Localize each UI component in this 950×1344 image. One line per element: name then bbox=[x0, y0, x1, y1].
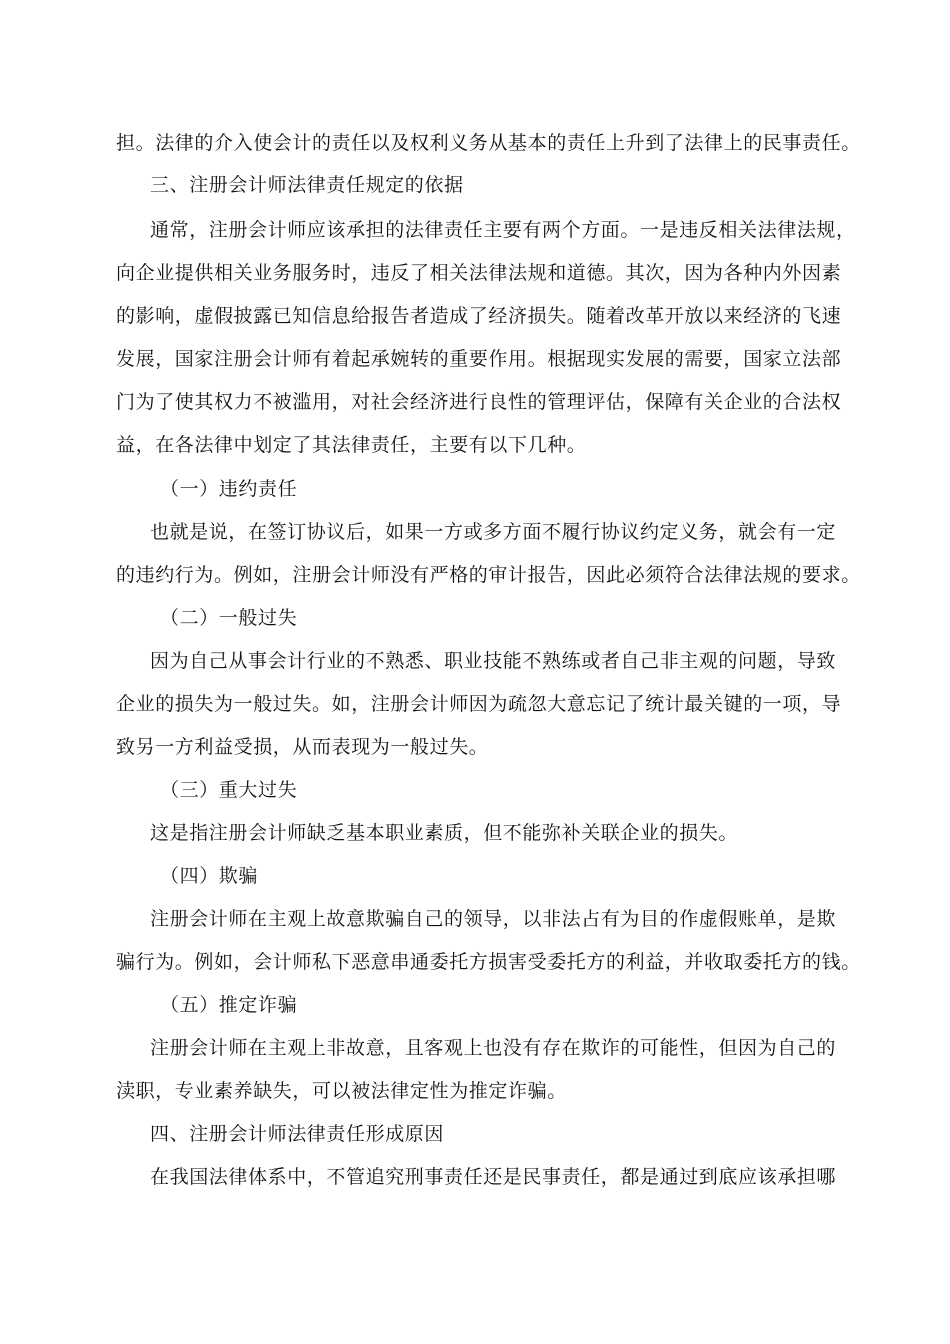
paragraph-line: 注册会计师在主观上非故意，且客观上也没有存在欺诈的可能性，但因为自己的 bbox=[150, 1037, 837, 1059]
paragraph-line: 益，在各法律中划定了其法律责任，主要有以下几种。 bbox=[116, 434, 587, 456]
paragraph-line: 发展，国家注册会计师有着起承婉转的重要作用。根据现实发展的需要，国家立法部 bbox=[116, 348, 842, 370]
subsection-heading: （一）违约责任 bbox=[160, 478, 298, 500]
paragraph-line: 的违约行为。例如，注册会计师没有严格的审计报告，因此必须符合法律法规的要求。 bbox=[116, 564, 861, 586]
paragraph-line: 这是指注册会计师缺乏基本职业素质，但不能弥补关联企业的损失。 bbox=[150, 822, 739, 844]
paragraph-line: 注册会计师在主观上故意欺骗自己的领导，以非法占有为目的作虚假账单，是欺 bbox=[150, 908, 837, 930]
subsection-heading: （二）一般过失 bbox=[160, 607, 298, 629]
paragraph-line: 的影响，虚假披露已知信息给报告者造成了经济损失。随着改革开放以来经济的飞速 bbox=[116, 305, 842, 327]
subsection-heading: （三）重大过失 bbox=[160, 779, 298, 801]
paragraph-line: 渎职，专业素养缺失，可以被法律定性为推定诈骗。 bbox=[116, 1080, 567, 1102]
paragraph-line: 因为自己从事会计行业的不熟悉、职业技能不熟练或者自己非主观的问题，导致 bbox=[150, 650, 837, 672]
paragraph-line: 在我国法律体系中，不管追究刑事责任还是民事责任，都是通过到底应该承担哪 bbox=[150, 1166, 837, 1188]
paragraph-line: 通常，注册会计师应该承担的法律责任主要有两个方面。一是违反相关法律法规， bbox=[150, 219, 856, 241]
paragraph-line: 也就是说，在签订协议后，如果一方或多方面不履行协议约定义务，就会有一定 bbox=[150, 521, 837, 543]
paragraph-line: 向企业提供相关业务服务时，违反了相关法律法规和道德。其次，因为各种内外因素 bbox=[116, 262, 842, 284]
section-heading: 三、注册会计师法律责任规定的依据 bbox=[150, 174, 464, 196]
paragraph-line: 骗行为。例如，会计师私下恶意串通委托方损害受委托方的利益，并收取委托方的钱。 bbox=[116, 951, 861, 973]
subsection-heading: （四）欺骗 bbox=[160, 865, 259, 887]
section-heading: 四、注册会计师法律责任形成原因 bbox=[150, 1123, 445, 1145]
subsection-heading: （五）推定诈骗 bbox=[160, 994, 298, 1016]
paragraph-line: 担。法律的介入使会计的责任以及权利义务从基本的责任上升到了法律上的民事责任。 bbox=[116, 132, 861, 154]
paragraph-line: 致另一方利益受损，从而表现为一般过失。 bbox=[116, 736, 489, 758]
paragraph-line: 门为了使其权力不被滥用，对社会经济进行良性的管理评估，保障有关企业的合法权 bbox=[116, 391, 842, 413]
paragraph-line: 企业的损失为一般过失。如，注册会计师因为疏忽大意忘记了统计最关键的一项，导 bbox=[116, 693, 842, 715]
